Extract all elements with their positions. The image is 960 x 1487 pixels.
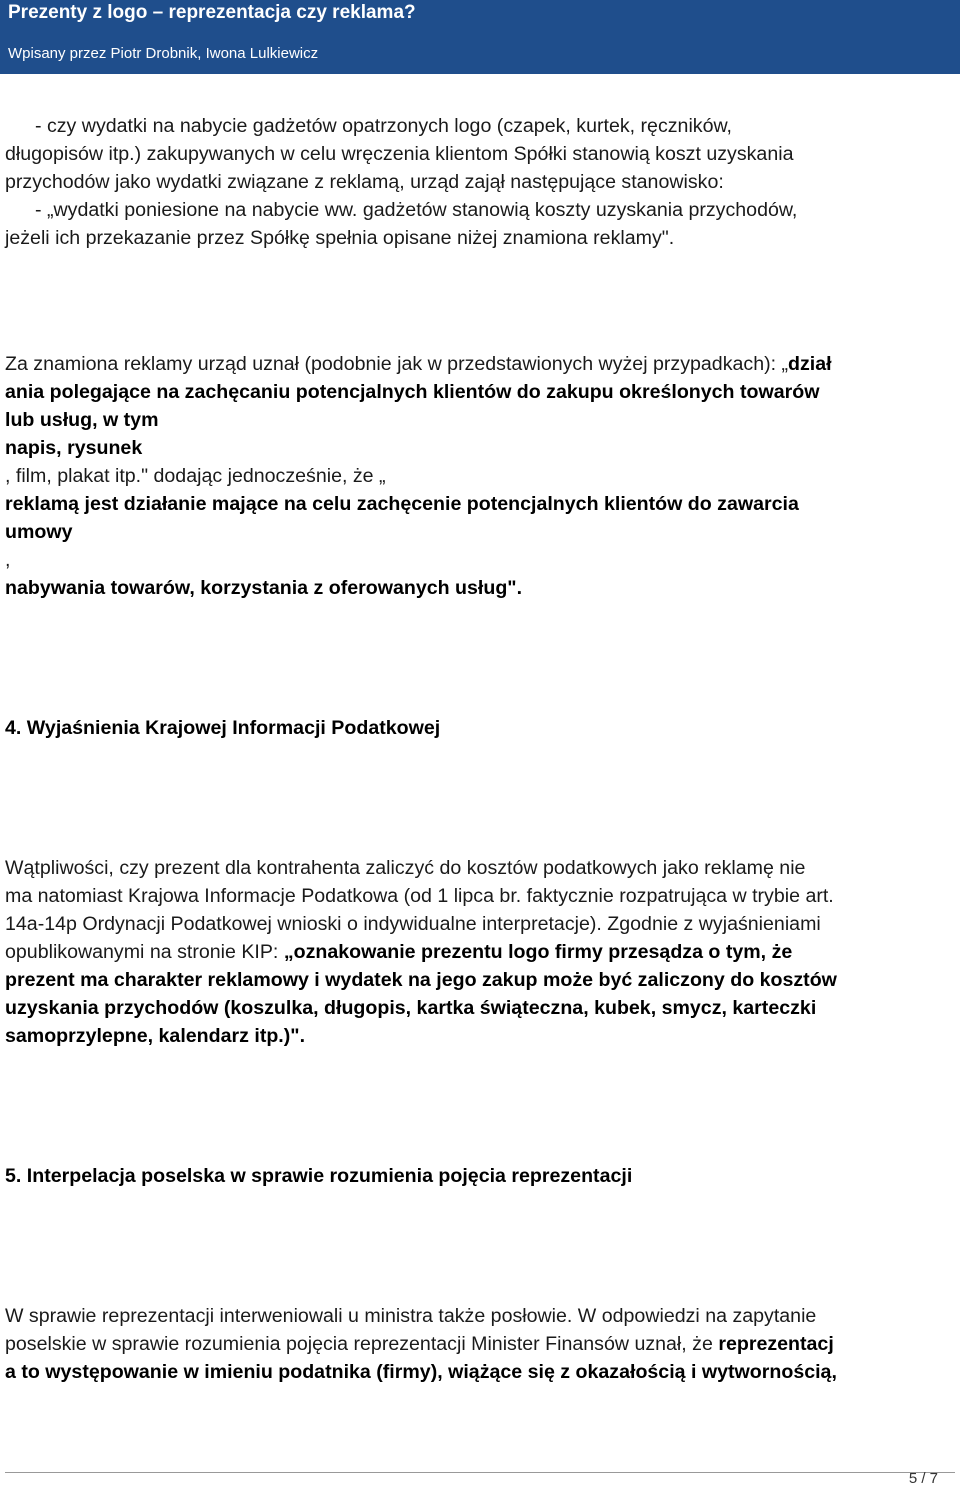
text-line: W sprawie reprezentacji interweniowali u ministra także posłowie. W odpowiedzi na zapytanie xyxy=(5,1305,817,1327)
text-line: lub usług, w tym xyxy=(5,409,159,431)
text-line: reklamą jest działanie mające na celu zachęcenie potencjalnych klientów do zawarcia xyxy=(5,493,799,515)
text-line: - „wydatki poniesione na nabycie ww. gadżetów stanowią koszty uzyskania przychodów, xyxy=(35,199,798,221)
bold-span: dział xyxy=(788,353,832,375)
bold-span: „oznakowanie prezentu logo firmy przesądza o tym, że xyxy=(283,941,793,963)
text-line: nabywania towarów, korzystania z oferowanych usług". xyxy=(5,577,523,599)
page-header xyxy=(0,0,960,74)
text-line: - czy wydatki na nabycie gadżetów opatrzonych logo (czapek, kurtek, ręczników, xyxy=(35,115,733,137)
paragraph-advertising-criteria xyxy=(5,350,957,602)
paragraph-interpellation xyxy=(5,1302,957,1386)
text-line: prezent ma charakter reklamowy i wydatek na jego zakup może być zaliczony do kosztów xyxy=(5,969,837,991)
text-line: 14a-14p Ordynacji Podatkowej wnioski o indywidualne interpretacje). Zgodnie z wyjaśnieniami xyxy=(5,913,821,935)
text-line: jeżeli ich przekazanie przez Spółkę spełnia opisane niżej znamiona reklamy". xyxy=(5,227,675,249)
text-line: napis, rysunek xyxy=(5,437,143,459)
text-line: ma natomiast Krajowa Informacje Podatkowa (od 1 lipca br. faktycznie rozpatrująca w trybie art. xyxy=(5,885,834,907)
paragraph-gadgets xyxy=(5,112,957,252)
text-line: samoprzylepne, kalendarz itp.)". xyxy=(5,1025,306,1047)
footer-divider xyxy=(5,1472,955,1473)
text-span: Za znamiona reklamy urząd uznał (podobnie jak w przedstawionych wyżej przypadkach): „ xyxy=(5,353,789,375)
text-line xyxy=(5,1330,957,1358)
text-line xyxy=(5,938,957,966)
document-authors: Wpisany przez Piotr Drobnik, Iwona Lulkiewicz xyxy=(8,45,319,62)
text-line: przychodów jako wydatki związane z reklamą, urząd zajął następujące stanowisko: xyxy=(5,171,724,193)
paragraph-kip xyxy=(5,854,957,1050)
text-span: opublikowanymi na stronie KIP: xyxy=(5,941,284,963)
section-4-heading: 4. Wyjaśnienia Krajowej Informacji Podatkowej xyxy=(5,717,441,739)
text-line xyxy=(5,350,957,378)
text-line: ania polegające na zachęcaniu potencjalnych klientów do zakupu określonych towarów xyxy=(5,381,820,403)
text-line: a to występowanie w imieniu podatnika (firmy), wiążące się z okazałością i wytwornością, xyxy=(5,1361,837,1383)
page-number: 5 / 7 xyxy=(908,1470,938,1487)
text-line: umowy xyxy=(5,521,73,543)
text-line: Wątpliwości, czy prezent dla kontrahenta zaliczyć do kosztów podatkowych jako reklamę nie xyxy=(5,857,806,879)
document-title: Prezenty z logo – reprezentacja czy reklama? xyxy=(8,2,416,23)
bold-span: reprezentacj xyxy=(718,1333,834,1355)
text-line: , xyxy=(5,549,11,571)
text-line: , film, plakat itp." dodając jednocześnie, że „ xyxy=(5,465,386,487)
article-body xyxy=(5,112,957,1386)
text-span: poselskie w sprawie rozumienia pojęcia reprezentacji Minister Finansów uznał, że xyxy=(5,1333,719,1355)
text-line: długopisów itp.) zakupywanych w celu wręczenia klientom Spółki stanowią koszt uzyskania xyxy=(5,143,794,165)
text-line: uzyskania przychodów (koszulka, długopis, kartka świąteczna, kubek, smycz, karteczki xyxy=(5,997,817,1019)
section-5-heading: 5. Interpelacja poselska w sprawie rozumienia pojęcia reprezentacji xyxy=(5,1165,633,1187)
